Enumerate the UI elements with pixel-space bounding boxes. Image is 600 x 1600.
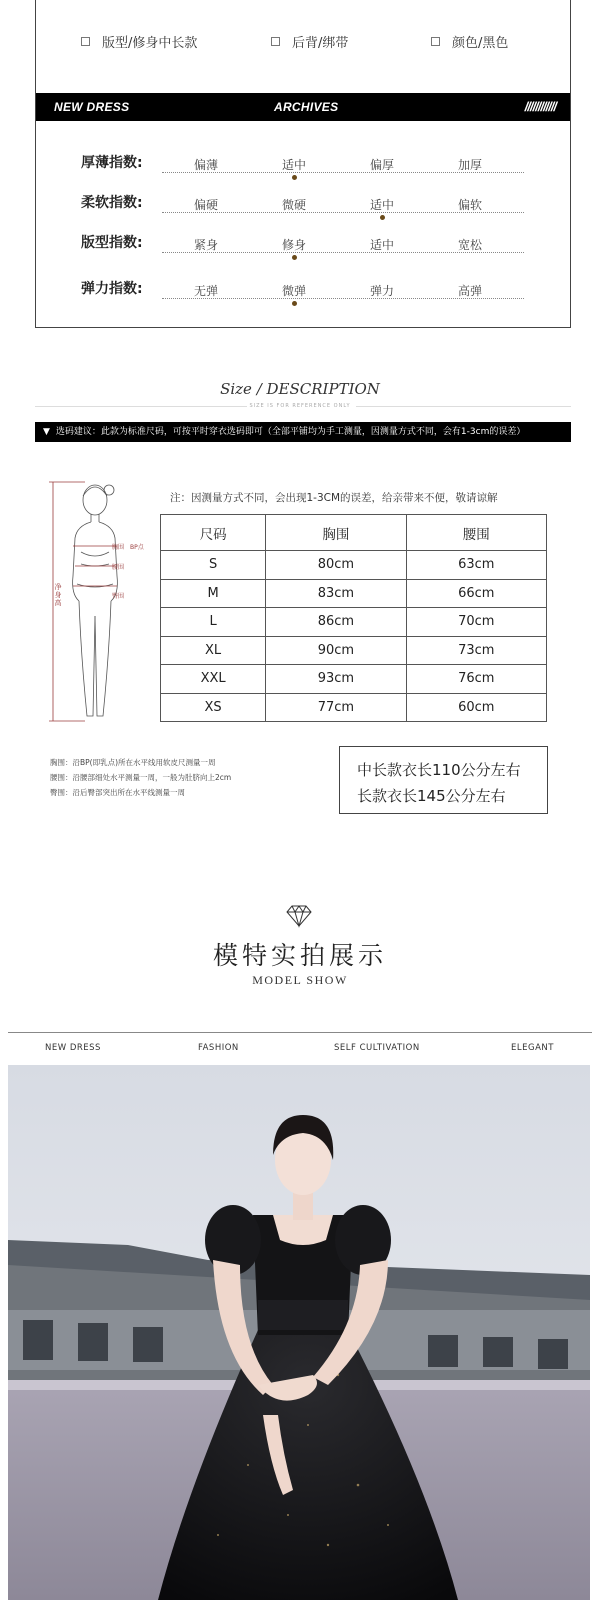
table-row [161, 665, 547, 694]
measurement-note: 注：因测量方式不同，会出现1-3CM的误差，给亲带来不便，敬请谅解 [170, 492, 498, 504]
index-dotline [162, 172, 524, 173]
table-cell: 63cm [406, 551, 546, 580]
table-cell: M [161, 579, 266, 608]
attribute-color [431, 32, 508, 51]
attribute-cut [81, 32, 197, 51]
size-advice-text: 选码建议：此款为标准尺码，可按平时穿衣选码即可（全部平铺均为手工测量，因测量方式不同，会有1-3cm的误差） [55, 427, 526, 437]
index-level: 紧身 [193, 238, 218, 252]
table-cell: 76cm [406, 665, 546, 694]
index-row-softness [36, 192, 570, 228]
tag-fashion: FASHION [198, 1043, 239, 1053]
model-show-title: 模特实拍展示 [212, 941, 387, 970]
attribute-row [36, 32, 570, 56]
measurement-hip: 臀围：沿后臀部突出所在水平线测量一周 [50, 788, 185, 797]
size-table [160, 514, 547, 722]
table-cell: 83cm [266, 579, 406, 608]
index-level: 偏硬 [193, 198, 218, 212]
index-dotline [162, 252, 524, 253]
table-header: 尺码 [161, 515, 266, 551]
index-row-thickness [36, 152, 570, 188]
figure-label-height: 净身高 [54, 583, 62, 607]
table-cell: 73cm [406, 636, 546, 665]
tag-elegant: ELEGANT [511, 1043, 554, 1053]
index-marker [292, 255, 297, 260]
index-level: 加厚 [457, 158, 482, 172]
index-marker [292, 175, 297, 180]
archives-banner [36, 93, 570, 121]
index-level: 偏薄 [193, 158, 218, 172]
index-level: 偏软 [457, 198, 482, 212]
figure-label-bust: 胸围 [112, 544, 125, 551]
index-level: 适中 [369, 238, 394, 252]
index-level: 宽松 [457, 238, 482, 252]
measurement-bust: 胸围：沿BP(即乳点)所在水平线用软皮尺测量一周 [50, 758, 216, 767]
index-marker [380, 215, 385, 220]
table-cell: 86cm [266, 608, 406, 637]
attribute-back [271, 32, 348, 51]
table-cell: S [161, 551, 266, 580]
table-row [161, 579, 547, 608]
table-header: 胸围 [266, 515, 406, 551]
table-row [161, 608, 547, 637]
table-cell: 80cm [266, 551, 406, 580]
table-cell: 77cm [266, 693, 406, 722]
banner-left-text: NEW DRESS [54, 100, 130, 114]
table-cell: XXL [161, 665, 266, 694]
index-dotline [162, 212, 524, 213]
figure-label-bp: BP点 [130, 544, 144, 551]
index-row-fit [36, 232, 570, 268]
index-row-elasticity [36, 278, 570, 314]
attribute-label: 后背/绑带 [292, 36, 349, 51]
tag-new-dress: NEW DRESS [45, 1043, 101, 1053]
length-mid: 中长款衣长110公分左右 [357, 761, 521, 779]
table-cell: 90cm [266, 636, 406, 665]
index-level: 微硬 [281, 198, 306, 212]
index-level: 微弹 [281, 284, 306, 298]
size-title: Size / DESCRIPTION [220, 380, 380, 398]
index-level: 修身 [281, 238, 306, 252]
table-cell: L [161, 608, 266, 637]
table-header: 腰围 [406, 515, 546, 551]
index-marker [292, 301, 297, 306]
table-cell: 93cm [266, 665, 406, 694]
divider [8, 1032, 592, 1033]
index-level: 偏厚 [369, 158, 394, 172]
size-advice-bar [35, 422, 571, 442]
diamond-icon [286, 904, 312, 928]
length-long: 长款衣长145公分左右 [357, 787, 506, 805]
checkbox-icon [271, 37, 280, 46]
dress-length-box [339, 746, 548, 814]
attribute-label: 颜色/黑色 [452, 36, 509, 51]
table-header-row [161, 515, 547, 551]
table-cell: 66cm [406, 579, 546, 608]
triangle-down-icon: ▼ [43, 427, 50, 437]
checkbox-icon [431, 37, 440, 46]
index-level: 适中 [369, 198, 394, 212]
table-cell: 70cm [406, 608, 546, 637]
banner-mid-text: ARCHIVES [274, 100, 339, 114]
index-level: 无弹 [193, 284, 218, 298]
size-subtitle: SIZE IS FOR REFERENCE ONLY [249, 403, 351, 409]
figure-label-hip: 臀围 [112, 593, 125, 600]
attribute-label: 版型/修身中长款 [102, 36, 198, 51]
index-label: 版型指数: [81, 235, 143, 251]
model-photo [8, 1065, 590, 1600]
model-photo-illustration-icon [8, 1065, 590, 1600]
index-dotline [162, 298, 524, 299]
model-show-subtitle: MODEL SHOW [252, 973, 348, 987]
checkbox-icon [81, 37, 90, 46]
index-label: 厚薄指数: [81, 155, 143, 171]
table-cell: 60cm [406, 693, 546, 722]
index-level: 弹力 [369, 284, 394, 298]
index-level: 适中 [281, 158, 306, 172]
table-cell: XS [161, 693, 266, 722]
attributes-card [35, 0, 571, 328]
index-level: 高弹 [457, 284, 482, 298]
index-label: 柔软指数: [81, 195, 143, 211]
index-label: 弹力指数: [81, 281, 143, 297]
table-row [161, 693, 547, 722]
table-cell: XL [161, 636, 266, 665]
table-row [161, 551, 547, 580]
table-row [161, 636, 547, 665]
banner-stripes: //////////// [524, 99, 556, 114]
figure-label-waist: 腰围 [112, 564, 125, 571]
measurement-waist: 腰围：沿腰部细处水平测量一周，一般为肚脐向上2cm [50, 773, 232, 782]
tag-self-cultivation: SELF CULTIVATION [334, 1043, 420, 1053]
